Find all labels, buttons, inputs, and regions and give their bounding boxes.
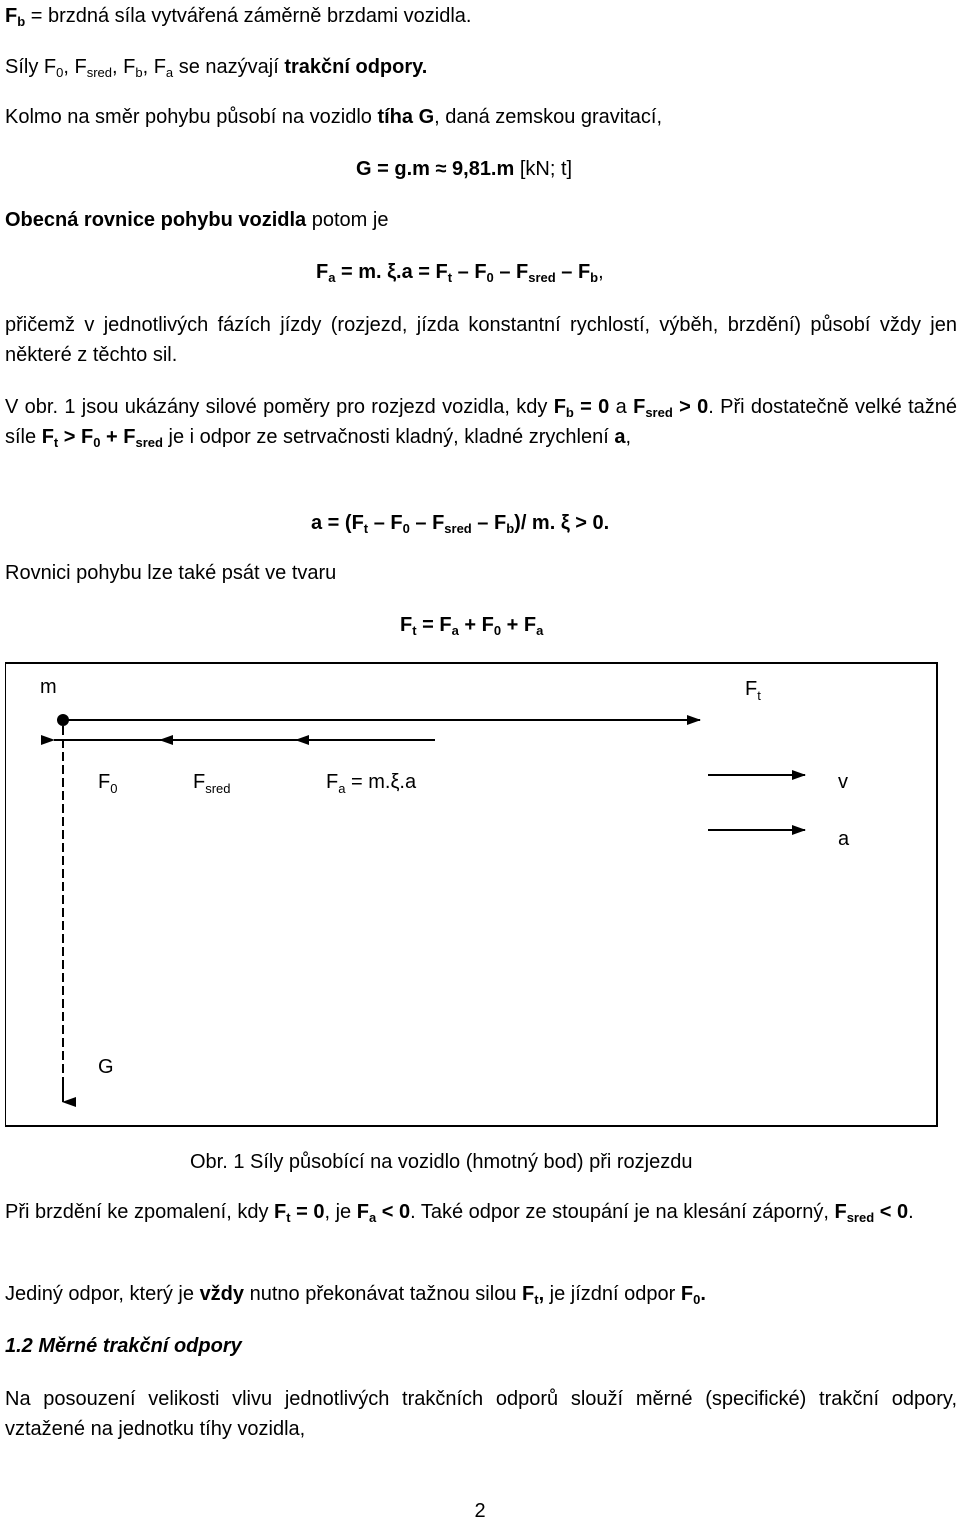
phases-paragraph: přičemž v jednotlivých fázích jízdy (rozjezd, jízda konstantní rychlostí, výběh, brzdění) působí vždy jen některé z těchto sil.	[5, 314, 957, 366]
label-g: G	[98, 1056, 114, 1078]
label-v: v	[838, 771, 848, 793]
specific-resistances-paragraph: Na posouzení velikosti vlivu jednotlivých trakčních odporů slouží měrné (specifické) trakční odpory, vztažené na jednotku tíhy vozidla,	[5, 1388, 957, 1440]
force-diagram	[5, 662, 960, 1128]
figure-caption: Obr. 1 Síly působící na vozidlo (hmotný bod) při rozjezdu	[190, 1151, 693, 1173]
definition-fb: $F_b$ = brzdná síla vytvářená záměrně brzdami vozidla.	[5, 5, 472, 29]
label-m: m	[40, 676, 57, 698]
equation-traction-force: $F_t = F_a + F_0 + F_a$	[400, 614, 544, 638]
label-ft: $F_t$	[745, 678, 761, 703]
label-fa: $F_a = m.\xi.a$	[326, 771, 417, 796]
rolling-resistance-sentence: Jediný odpor, který je vždy nutno překonávat tažnou silou $F_t$, je jízdní odpor $F_0$.	[5, 1283, 706, 1307]
label-a: a	[838, 828, 850, 850]
label-fsred: $F_{sred}$	[193, 771, 231, 796]
fa-arrowhead	[295, 735, 309, 745]
equation-of-motion-intro: Obecná rovnice pohybu vozidla potom je	[5, 209, 389, 231]
page-number: 2	[474, 1500, 486, 1522]
sred-arrowhead	[159, 735, 173, 745]
braking-paragraph: Při brzdění ke zpomalení, kdy $F_t = 0$, je $F_a < 0$. Také odpor ze stoupání je na klesání záporný, $F_{sred} < 0$.	[5, 1201, 914, 1225]
startup-paragraph: V obr. 1 jsou ukázány silové poměry pro rozjezd vozidla, kdy $F_b = 0$ a $F_{sred} > 0$. Při dostatečně velké tažné síle $F_t > F_0 + F_{sred}$ je i odpor ze setrvačnosti kladný, kladné zrychlení a,	[5, 396, 957, 450]
section-heading: 1.2 Měrné trakční odpory	[5, 1335, 242, 1357]
equation-of-motion: $F_a = m$. $\xi.a = F_t - F_0 - F_{sred} - F_b$,	[316, 261, 604, 285]
traction-resistances-sentence: Síly $F_0$, $F_{sred}$, $F_b$, $F_a$ se nazývají trakční odpory.	[5, 56, 428, 80]
figure-frame	[5, 663, 937, 1126]
force-diagram-svg	[5, 662, 960, 1128]
label-f0: $F_0$	[98, 771, 118, 796]
equation-acceleration: $a = (F_t - F_0 - F_{sred} - F_b)/$ m. ξ > 0.	[311, 512, 610, 536]
weight-sentence: Kolmo na směr pohybu působí na vozidlo tíha G, daná zemskou gravitací,	[5, 106, 663, 128]
alternative-form-intro: Rovnici pohybu lze také psát ve tvaru	[5, 562, 337, 584]
equation-weight: G = g.m ≈ 9,81.m [kN; t]	[356, 158, 573, 180]
